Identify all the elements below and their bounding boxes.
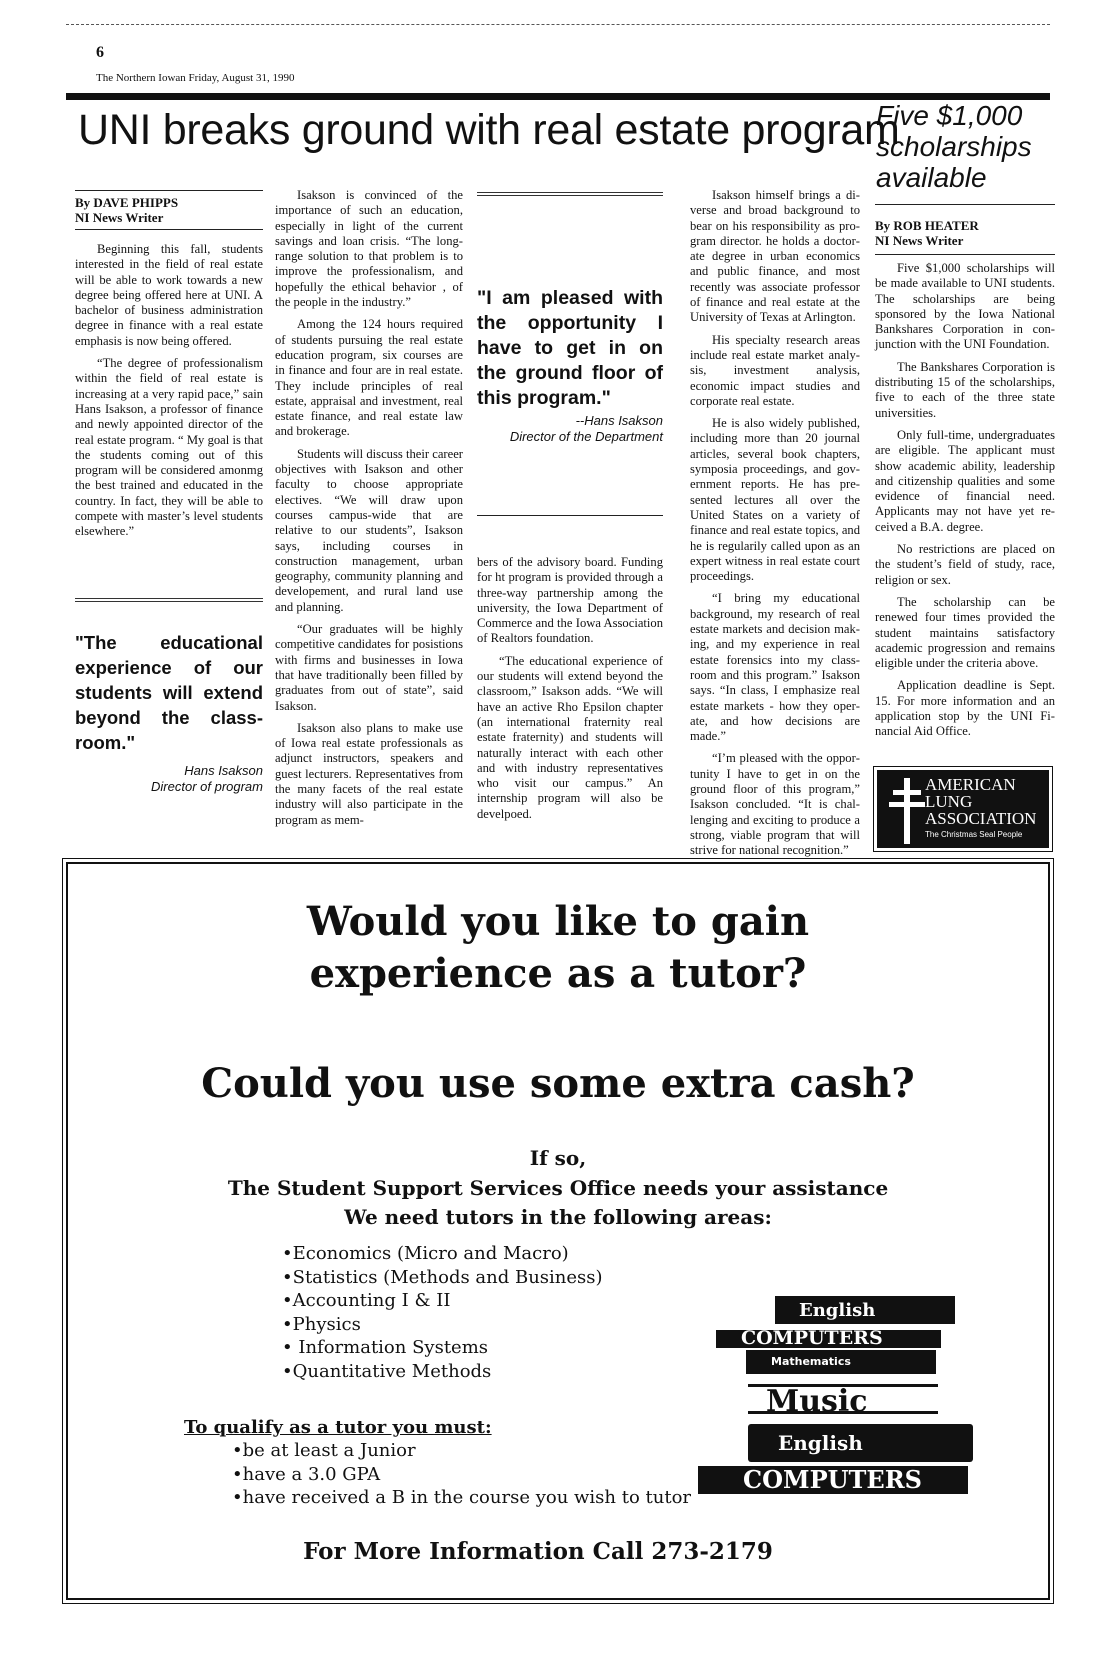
ad-subheadline: Could you use some extra cash? bbox=[201, 1060, 915, 1107]
list-item: •Accounting I & II bbox=[282, 1290, 451, 1311]
pullquote-text: "I am pleased with the opportunity I have to get in on the ground floor of this program." bbox=[477, 287, 663, 409]
lung-ad-line: AMERICAN bbox=[925, 775, 1016, 794]
lung-ad-line: ASSOCIATION bbox=[925, 809, 1037, 828]
paragraph: “Our graduates will be highly competitive candidates for posistions with firms and businesses in Iowa that have traditionally been filled by graduates from out of state”, said Isakson. bbox=[275, 622, 463, 713]
book-spine: Mathematics bbox=[746, 1350, 936, 1374]
article-headline: UNI breaks ground with real estate program bbox=[78, 106, 900, 154]
pullquote-1 bbox=[75, 630, 263, 795]
paragraph: “The degree of professionalism within the field of real estate is increasing at a very rapid pace,” sain Hans Isakson, a professor of finance and newly appointed director of the real estate program. “ My goal is that the students coming out of this program will be considered amonmg the best trained and educated in the country. In fact, they will be able to compete with master’s level students elsewhere.” bbox=[75, 356, 263, 539]
scholarship-column bbox=[875, 204, 1055, 747]
contact-line: For More Information Call 273-2179 bbox=[303, 1538, 773, 1565]
list-item: •Economics (Micro and Macro) bbox=[282, 1243, 569, 1264]
paragraph: Isakson is convinced of the importance of such an education, especially in light of the current savings and loan crisis. “The long-range solution to that problem is to improve the professionalism, and hopefully the ethical behavior , of the people in the industry.” bbox=[275, 188, 463, 310]
paragraph: Beginning this fall, students interested in the field of real estate will be able to work towards a new degree being offered here at UNI. A bachelor of business administration degree in finance with a real estate emphasis is now being offered. bbox=[75, 242, 263, 348]
article-column-4 bbox=[690, 188, 860, 865]
book-spine: English bbox=[775, 1296, 955, 1324]
dateline: The Northern Iowan Friday, August 31, 1990 bbox=[96, 72, 295, 84]
book-spine: Music bbox=[748, 1384, 938, 1414]
qualify-heading: To qualify as a tutor you must: bbox=[184, 1417, 492, 1438]
top-rule bbox=[66, 24, 1050, 25]
book-spine: COMPUTERS bbox=[698, 1466, 968, 1494]
tutor-ad bbox=[66, 862, 1050, 1600]
paragraph: He is also widely published, including more than 20 journal articles, several book chapters, symposia proceedings, and government reports. He has presented lectures all over the United States on a variety of finance and real estate topics, and he is regularily called upon as an expert witness in real estate court proceedings. bbox=[690, 416, 860, 584]
paragraph: “I bring my educational background, my research of real estate markets and decision making, and my experience in real estate forensics into my classroom and this program.” Isakson says. “In class, I emphasize real estate markets - how they operate, and how decisions are made.” bbox=[690, 591, 860, 744]
byline-rule bbox=[875, 204, 1055, 205]
paragraph: Isakson himself brings a diverse and broad background to bear on his responsibility as program director. he holds a doctorate degree in urban economics and public finance, and most recently was associate professor of finance and real estate at the University of Texas at Arlington. bbox=[690, 188, 860, 325]
article-column-3 bbox=[477, 555, 663, 829]
pullquote-text: "The educational experience of our students will extend beyond the classroom." bbox=[75, 632, 263, 753]
list-item: •have received a B in the course you wish to tutor bbox=[232, 1487, 692, 1508]
byline-rule bbox=[875, 254, 1055, 255]
paragraph: Students will discuss their career objectives with Isakson and other faculty to choose appropriate electives. “We will draw upon courses campus-wide that are relative to our students”, Isakson says, including courses in construction management, urban geography, community planning and developement, and rural land use and planning. bbox=[275, 446, 463, 614]
double-cross-icon bbox=[889, 778, 925, 844]
pullquote-rule bbox=[477, 192, 663, 196]
pullquote-title: Director of program bbox=[151, 779, 263, 794]
list-item: •Physics bbox=[282, 1313, 361, 1335]
article-column-1 bbox=[75, 190, 263, 547]
book-spine: English bbox=[748, 1424, 973, 1462]
list-item: •Statistics (Methods and Business) bbox=[282, 1266, 603, 1288]
book-spine: COMPUTERS bbox=[716, 1326, 941, 1348]
paragraph: No restrictions are placed on the student’s field of study, race, religion or sex. bbox=[875, 542, 1055, 587]
paragraph: bers of the advisory board. Funding for ht program is provided through a three-way partnership among the university, the Iowa Department of Commerce and the Iowa Association of Realtors foundation. bbox=[477, 555, 663, 646]
paragraph: Application deadline is Sept. 15. For more information and an application stop by the UNI Financial Aid Office. bbox=[875, 678, 1055, 739]
paragraph: Only full-time, undergraduates are eligible. The applicant must show academic ability, leadership and citizenship qualities and some evidence of financial need. Applicants may not have yet received a B.A. degree. bbox=[875, 427, 1055, 534]
paragraph: The scholarship can be renewed four times provided the student maintains satisfactory academic progression and remains eligible under the criteria above. bbox=[875, 594, 1055, 671]
list-item: • Information Systems bbox=[282, 1337, 489, 1358]
list-item: •be at least a Junior bbox=[232, 1440, 416, 1461]
pullquote-rule bbox=[477, 515, 663, 516]
pullquote-rule bbox=[75, 598, 263, 602]
lung-ad-line: LUNG bbox=[925, 792, 973, 811]
paragraph: Among the 124 hours required of students pursuing the real estate education program, six courses are in finance and four are in real estate. They include principles of real estate, appraisal and investment, real estate finance, and real estate law and brokerage. bbox=[275, 317, 463, 439]
pullquote-name: --Hans Isakson bbox=[575, 413, 663, 428]
byline-role: NI News Writer bbox=[75, 210, 164, 225]
page-number: 6 bbox=[96, 44, 104, 61]
scholarship-headline: Five $1,000 scholarships available bbox=[876, 100, 1032, 193]
byline: By DAVE PHIPPS bbox=[75, 195, 179, 210]
tutor-areas-list bbox=[282, 1242, 603, 1383]
ad-line: The Student Support Services Office needs your assistance bbox=[227, 1176, 889, 1200]
paragraph: Five $1,000 scholarships will be made available to UNI students. The scholarships are being sponsored by the Iowa National Bankshares Corporation in conjunction with the UNI Foundation. bbox=[875, 261, 1055, 352]
paragraph: “I’m pleased with the opportunity I have to get in on the ground floor of this program,” Isakson concluded. “It is challenging and exciting to produce a strong, viable program that will strive for national recognition.” bbox=[690, 751, 860, 858]
requirements-list bbox=[232, 1439, 691, 1510]
masthead-bar bbox=[66, 93, 1050, 100]
byline-rule bbox=[75, 229, 263, 230]
list-item: •have a 3.0 GPA bbox=[232, 1463, 381, 1485]
ad-headline: Would you like to gain experience as a tutor? bbox=[306, 898, 810, 997]
paragraph: Isakson also plans to make use of Iowa real estate professionals as adjunct instructors, speakers and guest lecturers. Representatives from the many facets of the real estate industry will also participate in the program as mem- bbox=[275, 720, 463, 827]
american-lung-association-ad bbox=[873, 766, 1053, 852]
paragraph: “The educational experience of our students will extend beyond the classroom,” Isakson adds. “We will have an active Rho Epsilon chapter (an international fraternity real estate fraternity) and students will naturally interact with each other and with industry representatives who visit our campus.” An internship program will also be develpoed. bbox=[477, 653, 663, 821]
pullquote-2 bbox=[477, 286, 663, 445]
ad-if-so: If so, bbox=[529, 1146, 587, 1170]
paragraph: The Bankshares Corporation is distributing 15 of the scholarships, five to each of the three state universities. bbox=[875, 359, 1055, 420]
article-column-2 bbox=[275, 188, 463, 835]
byline-rule bbox=[75, 190, 263, 191]
list-item: •Quantitative Methods bbox=[282, 1360, 492, 1382]
ad-line: We need tutors in the following areas: bbox=[344, 1205, 772, 1229]
paragraph: His specialty research areas include real estate market analysis, investment analysis, economic impact studies and corporate real estate. bbox=[690, 332, 860, 408]
pullquote-title: Director of the Department bbox=[509, 429, 663, 444]
byline: By ROB HEATER bbox=[875, 218, 979, 233]
byline-role: NI News Writer bbox=[875, 233, 964, 248]
books-illustration bbox=[728, 1284, 1048, 1494]
lung-ad-tagline: The Christmas Seal People bbox=[925, 830, 1023, 839]
pullquote-name: Hans Isakson bbox=[184, 763, 263, 778]
